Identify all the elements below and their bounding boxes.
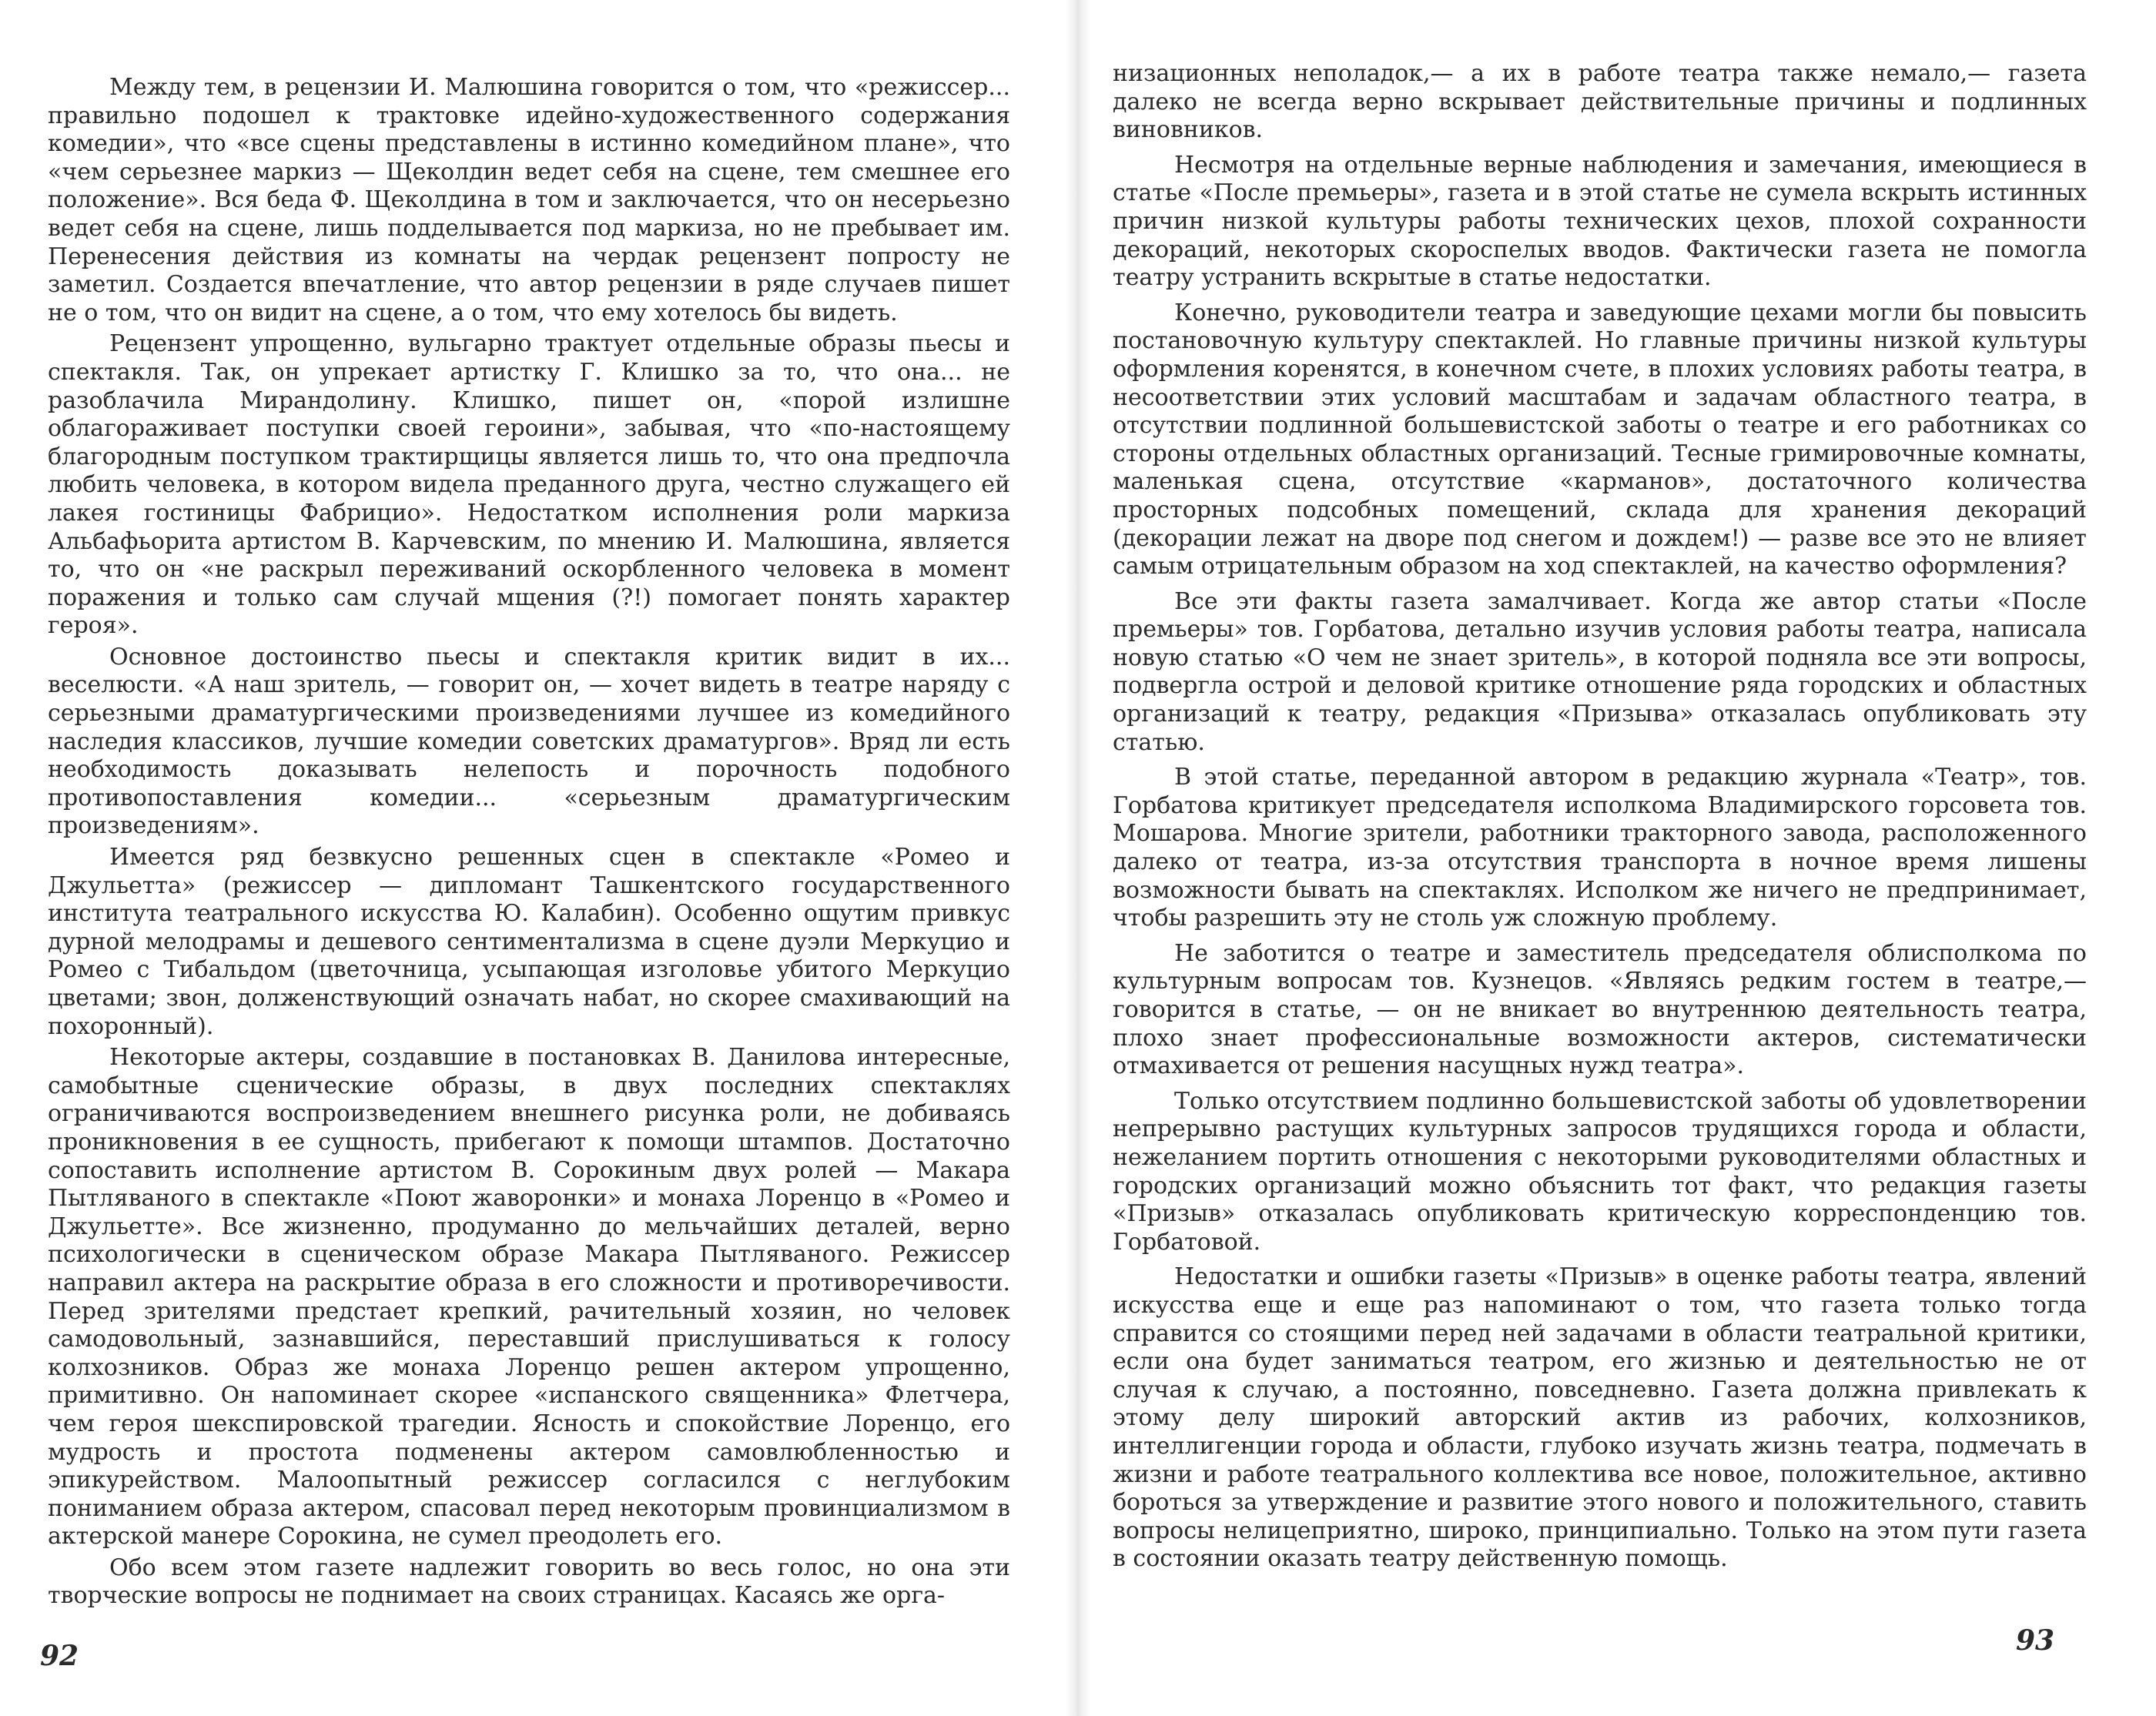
paragraph: Не заботится о театре и заместитель председателя облисполкома по культурным вопросам тов. Кузнецов. «Являясь редким гостем в театре,— говорится в статье, — он не вникает во внутреннюю деятельность театра, плохо знает профессиональные возможности актеров, систематически отмахивается от решения насущных нужд театра». [1113, 939, 2087, 1080]
paragraph: Недостатки и ошибки газеты «Призыв» в оценке работы театра, явлений искусства еще и еще раз напоминают о том, что газета только тогда справится со стоящими перед ней задачами в области театральной критики, если она будет заниматься театром, его жизнью и деятельностью не от случая к случаю, а постоянно, повседневно. Газета должна привлекать к этому делу широкий авторский актив из рабочих, колхозников, интеллигенции города и области, глубоко изучать жизнь театра, подмечать в жизни и работе театрального коллектива все новое, положительное, активно бороться за утверждение и развитие этого нового и положительного, ставить вопросы нелицеприятно, широко, принципиально. Только на этом пути газета в состоянии оказать театру действенную помощь. [1113, 1263, 2087, 1573]
left-page-text-column [48, 74, 1010, 1614]
paragraph: Только отсутствием подлинно большевистской заботы об удовлетворении непрерывно растущих культурных запросов трудящихся города и области, нежеланием портить отношения с некоторыми руководителями областных и городских организаций можно объяснить тот факт, что редакция газеты «Призыв» отказалась опубликовать критическую корреспонденцию тов. Горбатовой. [1113, 1087, 2087, 1256]
paragraph: Имеется ряд безвкусно решенных сцен в спектакле «Ромео и Джульетта» (режиссер — дипломант Ташкентского государственного института театрального искусства Ю. Калабин). Особенно ощутим привкус дурной мелодрамы и дешевого сентиментализма в сцене дуэли Меркуцио и Ромео с Тибальдом (цветочница, усыпающая изголовье убитого Меркуцио цветами; звон, долженствующий означать набат, но скорее смахивающий на похоронный). [48, 844, 1010, 1040]
paragraph: Основное достоинство пьесы и спектакля критик видит в их... веселюсти. «А наш зритель, — говорит он, — хочет видеть в театре наряду с серьезными драматургическими произведениями лучшее из комедийного наследия классиков, лучшие комедии советских драматургов». Вряд ли есть необходимость доказывать нелепость и порочность подобного противопоставления комедии... «серьезным драматургическим произведениям». [48, 643, 1010, 840]
paragraph: Рецензент упрощенно, вульгарно трактует отдельные образы пьесы и спектакля. Так, он упрекает артистку Г. Клишко за то, что она... не разоблачила Мирандолину. Клишко, пишет он, «порой излишне облагораживает поступки своей героини», забывая, что «по-настоящему благородным поступком трактирщицы является лишь то, что она предпочла любить человека, в котором видела преданного друга, честно служащего ей лакея гостиницы Фабрицио». Недостатком исполнения роли маркиза Альбафьорита артистом В. Карчевским, по мнению И. Малюшина, является то, что он «не раскрыл переживаний оскорбленного человека в момент поражения и только сам случай мщения (?!) помогает понять характер героя». [48, 330, 1010, 640]
paragraph: Между тем, в рецензии И. Малюшина говорится о том, что «режиссер... правильно подошел к трактовке идейно-художественного содержания комедии», что «все сцены представлены в истинно комедийном плане», что «чем серьезнее маркиз — Щеколдин ведет себя на сцене, тем смешнее его положение». Вся беда Ф. Щеколдина в том и заключается, что он несерьезно ведет себя на сцене, лишь подделывается под маркиза, но не пребывает им. Перенесения действия из комнаты на чердак рецензент попросту не заметил. Создается впечатление, что автор рецензии в ряде случаев пишет не о том, что он видит на сцене, а о том, что ему хотелось бы видеть. [48, 74, 1010, 326]
page-number: 92 [40, 1640, 79, 1672]
page-number: 93 [2016, 1624, 2055, 1657]
paragraph: Несмотря на отдельные верные наблюдения и замечания, имеющиеся в статье «После премьеры», газета и в этой статье не сумела вскрыть истинных причин низкой культуры работы технических цехов, плохой сохранности декораций, некоторых скороспелых вводов. Фактически газета не помогла театру устранить вскрытые в статье недостатки. [1113, 151, 2087, 292]
paragraph: Некоторые актеры, создавшие в постановках В. Данилова интересные, самобытные сценические образы, в двух последних спектаклях ограничиваются воспроизведением внешнего рисунка роли, не добиваясь проникновения в ее сущность, прибегают к помощи штампов. Достаточно сопоставить исполнение артистом В. Сорокиным двух ролей — Макара Пытляваного в спектакле «Поют жаворонки» и монаха Лоренцо в «Ромео и Джульетте». Все жизненно, продуманно до мельчайших деталей, верно психологически в сценическом образе Макара Пытляваного. Режиссер направил актера на раскрытие образа в его сложности и противоречивости. Перед зрителями предстает крепкий, рачительный хозяин, но человек самодовольный, зазнавшийся, переставший прислушиваться к голосу колхозников. Образ же монаха Лоренцо решен актером упрощенно, примитивно. Он напоминает скорее «испанского священника» Флетчера, чем героя шекспировской трагедии. Ясность и спокойствие Лоренцо, его мудрость и простота подменены актером самовлюбленностью и эпикурейством. Малоопытный режиссер согласился с неглубоким пониманием образа актером, спасовал перед некоторым провинциализмом в актерской манере Сорокина, не сумел преодолеть его. [48, 1044, 1010, 1550]
right-page [1078, 0, 2156, 1716]
paragraph: Все эти факты газета замалчивает. Когда же автор статьи «После премьеры» тов. Горбатова, детально изучив условия работы театра, написала новую статью «О чем не знает зритель», в которой подняла все эти вопросы, подвергла острой и деловой критике отношение ряда городских и областных организаций к театру, редакция «Призыва» отказалась опубликовать эту статью. [1113, 587, 2087, 756]
paragraph: Обо всем этом газете надлежит говорить во весь голос, но она эти творческие вопросы не поднимает на своих страницах. Касаясь же орга- [48, 1554, 1010, 1610]
right-page-text-column [1113, 60, 2087, 1581]
paragraph: В этой статье, переданной автором в редакцию журнала «Театр», тов. Горбатова критикует председателя исполкома Владимирского горсовета тов. Мошарова. Многие зрители, работники тракторного завода, расположенного далеко от театра, из-за отсутствия транспорта в ночное время лишены возможности бывать на спектаклях. Исполком же ничего не предпринимает, чтобы разрешить эту не столь уж сложную проблему. [1113, 764, 2087, 932]
paragraph-continued: низационных неполадок,— а их в работе театра также немало,— газета далеко не всегда верно вскрывает действительные причины и подлинных виновников. [1113, 60, 2087, 144]
paragraph: Конечно, руководители театра и заведующие цехами могли бы повысить постановочную культуру спектаклей. Но главные причины низкой культуры оформления коренятся, в конечном счете, в плохих условиях работы театра, в несоответствии этих условий масштабам и задачам областного театра, в отсутствии подлинной большевистской заботы о театре и его работниках со стороны отдельных областных организаций. Тесные гримировочные комнаты, маленькая сцена, отсутствие «карманов», достаточного количества просторных подсобных помещений, склада для хранения декораций (декорации лежат на дворе под снегом и дождем!) — разве все это не влияет самым отрицательным образом на ход спектаклей, на качество оформления? [1113, 299, 2087, 580]
